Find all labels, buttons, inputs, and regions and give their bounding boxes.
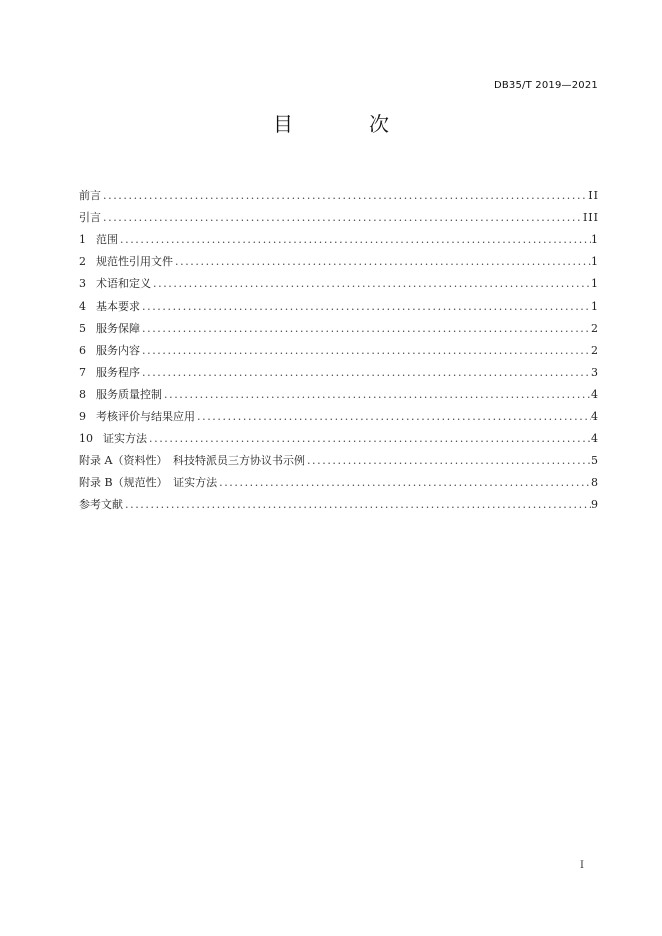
toc-item-page: 1 [591,299,599,313]
page-number: I [580,860,584,871]
toc-item-page: 2 [591,321,599,335]
toc-item-number: 5 [79,321,86,335]
toc-item-page: 1 [591,277,599,291]
toc-item-appendix-b[interactable] [79,472,599,494]
toc-leader-dots [195,406,591,428]
toc-item-title: 规范性引用文件 [96,255,173,269]
toc-leader-dots [147,428,591,450]
toc-item-scope[interactable] [79,229,599,251]
document-id: DB35/T 2019—2021 [493,80,598,91]
toc-item-page: 9 [591,498,599,512]
toc-item-page: 4 [591,432,599,446]
toc-item-page: III [582,211,599,225]
toc-item-page: II [588,189,599,203]
toc-item-foreword[interactable] [79,185,599,207]
toc-item-page: 5 [591,454,599,468]
toc-item-page: 2 [591,343,599,357]
toc-leader-dots [123,494,591,516]
toc-item-title: 附录 B（规范性） 证实方法 [79,476,218,490]
toc-item-title: 服务内容 [96,343,140,357]
toc-item-bibliography[interactable] [79,494,599,516]
toc-item-page: 3 [591,365,599,379]
toc-leader-dots [173,251,591,273]
toc-item-title: 范围 [96,233,118,247]
toc-item-page: 1 [591,233,599,247]
toc-item-normative-references[interactable] [79,251,599,273]
toc-item-number: 6 [79,343,86,357]
toc-leader-dots [162,384,591,406]
page-title: 目 次 [273,112,417,136]
toc-item-page: 4 [591,387,599,401]
toc-item-title: 服务程序 [96,365,140,379]
toc-item-service-procedure[interactable] [79,362,599,384]
toc-item-title: 服务质量控制 [96,387,162,401]
toc-item-number: 1 [79,233,86,247]
toc-leader-dots [101,207,583,229]
toc-leader-dots [140,340,591,362]
toc-leader-dots [151,273,591,295]
toc-item-number: 10 [79,432,93,446]
toc-leader-dots [140,362,591,384]
toc-item-number: 7 [79,365,86,379]
toc-leader-dots [305,450,591,472]
toc-item-title: 附录 A（资料性） 科技特派员三方协议书示例 [79,454,305,468]
toc-item-number: 9 [79,409,86,423]
toc-item-title: 参考文献 [79,498,123,512]
toc-item-number: 4 [79,299,86,313]
toc-item-terms-definitions[interactable] [79,273,599,295]
toc-item-title: 证实方法 [103,432,147,446]
toc-leader-dots [101,185,588,207]
toc-leader-dots [140,296,591,318]
toc-item-number: 2 [79,255,86,269]
toc-item-page: 4 [591,409,599,423]
toc-leader-dots [118,229,591,251]
toc-item-evaluation[interactable] [79,406,599,428]
toc-item-title: 基本要求 [96,299,140,313]
toc-item-number: 8 [79,387,86,401]
toc-item-page: 8 [591,476,599,490]
toc-leader-dots [217,472,591,494]
toc-item-title: 服务保障 [96,321,140,335]
toc-item-title: 引言 [79,211,101,225]
toc-item-introduction[interactable] [79,207,599,229]
toc-item-title: 考核评价与结果应用 [96,409,195,423]
toc-item-service-guarantee[interactable] [79,318,599,340]
toc-leader-dots [140,318,591,340]
toc-item-basic-requirements[interactable] [79,295,599,317]
toc-item-title: 术语和定义 [96,277,151,291]
table-of-contents [79,185,599,516]
toc-item-appendix-a[interactable] [79,450,599,472]
toc-item-service-content[interactable] [79,340,599,362]
toc-item-page: 1 [591,255,599,269]
toc-item-quality-control[interactable] [79,384,599,406]
toc-item-number: 3 [79,277,86,291]
toc-item-verification-methods[interactable] [79,428,599,450]
toc-item-title: 前言 [79,189,101,203]
